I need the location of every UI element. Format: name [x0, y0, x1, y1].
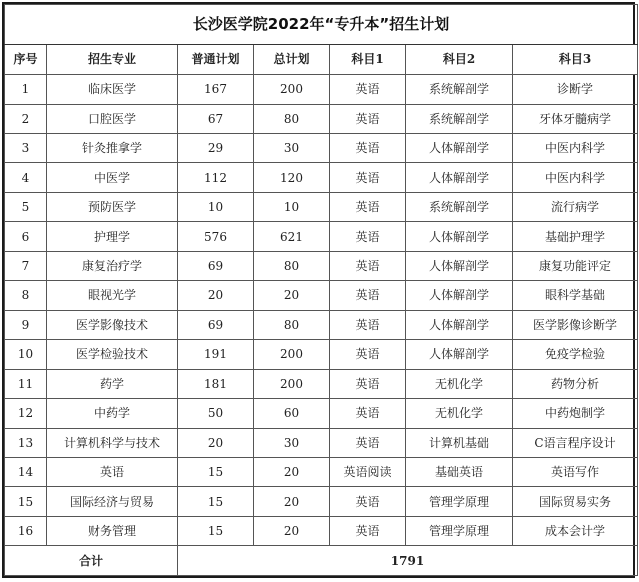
table-row: [5, 369, 638, 398]
table-cell: 流行病学: [513, 192, 638, 221]
table-cell: 80: [254, 104, 330, 133]
table-cell: 4: [5, 163, 47, 192]
table-cell: 临床医学: [47, 75, 178, 104]
table-cell: 20: [254, 487, 330, 516]
table-cell: 英语: [330, 281, 406, 310]
table-cell: 无机化学: [406, 369, 513, 398]
table-cell: 眼视光学: [47, 281, 178, 310]
table-cell: 112: [178, 163, 254, 192]
enrollment-plan-sheet: [2, 2, 635, 578]
table-cell: 护理学: [47, 222, 178, 251]
table-cell: 15: [178, 487, 254, 516]
header-cell: 科目2: [406, 44, 513, 74]
table-cell: 人体解剖学: [406, 281, 513, 310]
table-cell: 英语: [330, 251, 406, 280]
table-cell: 英语: [330, 516, 406, 545]
table-row: [5, 457, 638, 486]
table-cell: 人体解剖学: [406, 340, 513, 369]
table-cell: 计算机基础: [406, 428, 513, 457]
table-cell: 181: [178, 369, 254, 398]
table-cell: 诊断学: [513, 75, 638, 104]
table-cell: 15: [5, 487, 47, 516]
total-label: 合计: [5, 546, 178, 576]
table-cell: 英语: [330, 340, 406, 369]
table-row: [5, 516, 638, 545]
table-cell: 中医学: [47, 163, 178, 192]
table-cell: 5: [5, 192, 47, 221]
table-cell: 2: [5, 104, 47, 133]
table-cell: 200: [254, 369, 330, 398]
table-row: [5, 428, 638, 457]
table-cell: 1: [5, 75, 47, 104]
table-row: [5, 251, 638, 280]
table-cell: 药学: [47, 369, 178, 398]
table-cell: 中药学: [47, 399, 178, 428]
table-cell: 牙体牙髓病学: [513, 104, 638, 133]
table-cell: 英语: [330, 222, 406, 251]
table-cell: 20: [178, 428, 254, 457]
table-cell: 69: [178, 310, 254, 339]
table-cell: 50: [178, 399, 254, 428]
table-cell: 成本会计学: [513, 516, 638, 545]
table-row: [5, 340, 638, 369]
table-row: [5, 281, 638, 310]
header-cell: 科目1: [330, 44, 406, 74]
table-cell: 10: [254, 192, 330, 221]
table-cell: 英语: [330, 104, 406, 133]
table-cell: 国际经济与贸易: [47, 487, 178, 516]
header-row: [5, 44, 638, 74]
table-cell: 10: [5, 340, 47, 369]
table-cell: 69: [178, 251, 254, 280]
table-cell: 人体解剖学: [406, 222, 513, 251]
table-row: [5, 399, 638, 428]
table-cell: 人体解剖学: [406, 310, 513, 339]
table-cell: 7: [5, 251, 47, 280]
table-cell: C语言程序设计: [513, 428, 638, 457]
header-cell: 普通计划: [178, 44, 254, 74]
table-cell: 中医内科学: [513, 163, 638, 192]
table-cell: 无机化学: [406, 399, 513, 428]
table-cell: 20: [254, 457, 330, 486]
table-cell: 中医内科学: [513, 133, 638, 162]
table-cell: 576: [178, 222, 254, 251]
table-cell: 20: [254, 516, 330, 545]
table-cell: 计算机科学与技术: [47, 428, 178, 457]
table-row: [5, 310, 638, 339]
header-cell: 总计划: [254, 44, 330, 74]
header-cell: 招生专业: [47, 44, 178, 74]
table-cell: 人体解剖学: [406, 133, 513, 162]
table-cell: 财务管理: [47, 516, 178, 545]
table-cell: 英语: [330, 369, 406, 398]
table-cell: 6: [5, 222, 47, 251]
table-row: [5, 192, 638, 221]
table-cell: 英语: [330, 487, 406, 516]
table-cell: 管理学原理: [406, 487, 513, 516]
table-cell: 9: [5, 310, 47, 339]
table-row: [5, 75, 638, 104]
table-cell: 8: [5, 281, 47, 310]
table-cell: 英语: [330, 428, 406, 457]
table-cell: 药物分析: [513, 369, 638, 398]
table-cell: 15: [178, 457, 254, 486]
table-row: [5, 104, 638, 133]
table-cell: 13: [5, 428, 47, 457]
table-cell: 系统解剖学: [406, 192, 513, 221]
table-cell: 系统解剖学: [406, 75, 513, 104]
table-cell: 11: [5, 369, 47, 398]
table-cell: 80: [254, 251, 330, 280]
table-cell: 中药炮制学: [513, 399, 638, 428]
table-cell: 英语: [330, 163, 406, 192]
table-cell: 15: [178, 516, 254, 545]
table-cell: 英语: [330, 75, 406, 104]
table-cell: 67: [178, 104, 254, 133]
table-row: [5, 163, 638, 192]
table-cell: 14: [5, 457, 47, 486]
enrollment-plan-table: [4, 4, 638, 576]
table-title: 长沙医学院2022年“专升本”招生计划: [5, 5, 638, 45]
table-cell: 30: [254, 133, 330, 162]
table-cell: 国际贸易实务: [513, 487, 638, 516]
table-cell: 60: [254, 399, 330, 428]
table-cell: 20: [254, 281, 330, 310]
table-cell: 康复功能评定: [513, 251, 638, 280]
table-cell: 口腔医学: [47, 104, 178, 133]
table-cell: 康复治疗学: [47, 251, 178, 280]
table-cell: 管理学原理: [406, 516, 513, 545]
table-cell: 英语: [47, 457, 178, 486]
header-cell: 科目3: [513, 44, 638, 74]
table-cell: 80: [254, 310, 330, 339]
table-cell: 预防医学: [47, 192, 178, 221]
table-cell: 200: [254, 340, 330, 369]
table-cell: 医学影像诊断学: [513, 310, 638, 339]
table-cell: 英语阅读: [330, 457, 406, 486]
table-cell: 621: [254, 222, 330, 251]
table-cell: 眼科学基础: [513, 281, 638, 310]
table-cell: 10: [178, 192, 254, 221]
table-cell: 20: [178, 281, 254, 310]
total-value: 1791: [178, 546, 638, 576]
table-cell: 英语: [330, 399, 406, 428]
table-cell: 167: [178, 75, 254, 104]
table-row: [5, 133, 638, 162]
header-cell: 序号: [5, 44, 47, 74]
table-row: [5, 487, 638, 516]
table-cell: 30: [254, 428, 330, 457]
table-cell: 针灸推拿学: [47, 133, 178, 162]
table-cell: 英语: [330, 133, 406, 162]
table-row: [5, 222, 638, 251]
table-cell: 200: [254, 75, 330, 104]
table-cell: 12: [5, 399, 47, 428]
table-cell: 医学检验技术: [47, 340, 178, 369]
total-row: [5, 546, 638, 576]
table-cell: 基础英语: [406, 457, 513, 486]
table-cell: 人体解剖学: [406, 251, 513, 280]
table-cell: 英语写作: [513, 457, 638, 486]
table-cell: 191: [178, 340, 254, 369]
table-cell: 免疫学检验: [513, 340, 638, 369]
table-cell: 医学影像技术: [47, 310, 178, 339]
table-cell: 16: [5, 516, 47, 545]
table-cell: 基础护理学: [513, 222, 638, 251]
table-cell: 英语: [330, 192, 406, 221]
table-cell: 3: [5, 133, 47, 162]
table-cell: 英语: [330, 310, 406, 339]
table-cell: 系统解剖学: [406, 104, 513, 133]
table-cell: 120: [254, 163, 330, 192]
table-cell: 29: [178, 133, 254, 162]
table-cell: 人体解剖学: [406, 163, 513, 192]
